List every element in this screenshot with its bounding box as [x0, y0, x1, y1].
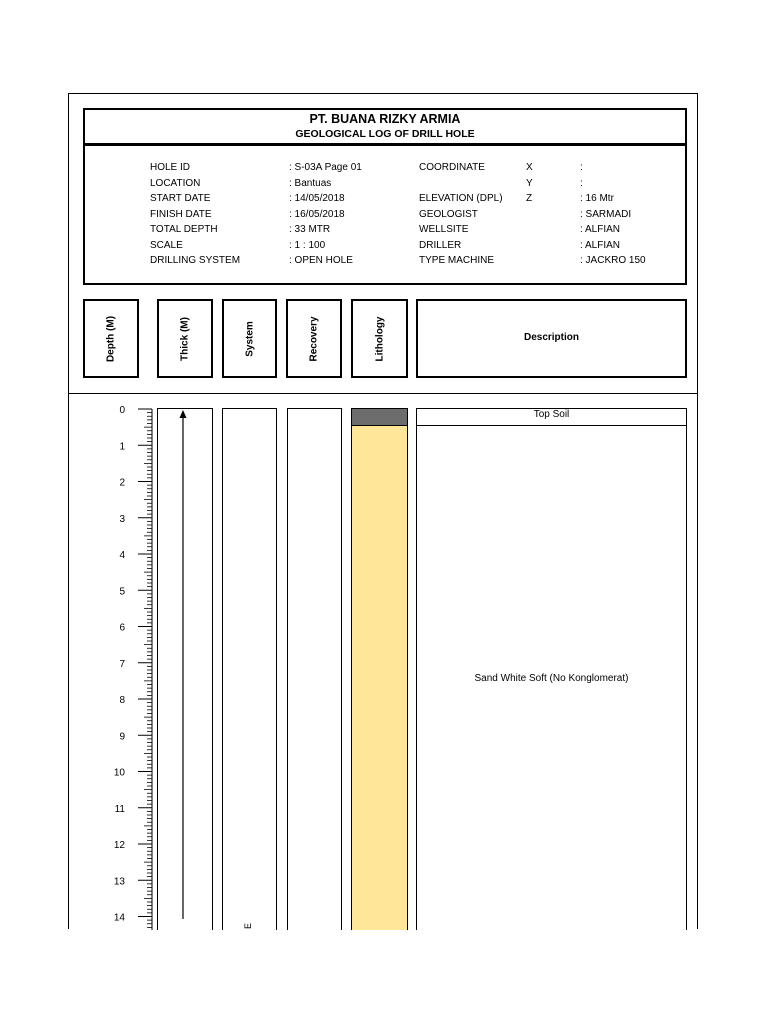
description-column: [416, 408, 687, 930]
coordinate-axis: Y: [526, 177, 533, 189]
info-label: DRILLING SYSTEM: [150, 255, 241, 266]
system-partial-text: E: [243, 922, 254, 930]
info-value: : OPEN HOLE: [289, 255, 353, 266]
info-value: : 1 : 100: [289, 239, 326, 251]
thick-column-header: [157, 299, 213, 378]
depth-tick-label: 0: [119, 405, 125, 416]
depth-tick-label: 5: [119, 586, 125, 598]
depth-tick-label: 7: [119, 658, 125, 670]
info-label: DRILLER: [419, 239, 462, 251]
info-value: : ALFIAN: [580, 224, 621, 235]
thickness-arrow: [157, 408, 213, 930]
depth-tick-label: 3: [119, 513, 125, 525]
company-name: PT. BUANA RIZKY ARMIA: [309, 112, 461, 126]
info-label: GEOLOGIST: [419, 208, 478, 220]
depth-tick-label: 13: [113, 876, 125, 888]
info-label: TOTAL DEPTH: [150, 224, 218, 235]
info-label: COORDINATE: [419, 162, 485, 173]
depth-tick-label: 1: [119, 441, 125, 453]
lithology-column-header: [351, 299, 408, 378]
lithology-layer: [352, 425, 407, 930]
system-column: [222, 408, 277, 930]
depth-tick-label: 6: [119, 622, 125, 634]
header-divider: [69, 393, 697, 394]
info-value: : JACKRO 150: [580, 255, 646, 266]
description-header-label: Description: [523, 332, 579, 343]
lithology-layer: [352, 409, 407, 425]
depth-tick-label: 4: [119, 550, 125, 561]
thick-header-label: Thick (M): [179, 316, 191, 361]
depth-tick-label: 11: [114, 803, 125, 815]
info-label: SCALE: [150, 239, 183, 251]
depth-ruler: [100, 395, 160, 930]
depth-tick-label: 2: [119, 477, 125, 489]
layer-description-cell: [417, 425, 686, 931]
info-value: : 14/05/2018: [289, 193, 345, 204]
depth-tick-label: 10: [113, 767, 125, 779]
coordinate-axis: Z: [526, 193, 533, 204]
info-label: HOLE ID: [150, 162, 191, 173]
info-value: : 16 Mtr: [580, 193, 614, 204]
depth-header-label: Depth (M): [105, 315, 117, 362]
info-value: : ALFIAN: [580, 239, 621, 251]
info-label: ELEVATION (DPL): [419, 193, 503, 204]
info-value: : S-03A Page 01: [289, 162, 362, 173]
description-column-header: [416, 299, 687, 378]
info-label: LOCATION: [150, 177, 201, 189]
title-box: [83, 108, 687, 145]
info-value: : 16/05/2018: [289, 208, 345, 220]
depth-tick-label: 12: [113, 840, 125, 851]
info-value: :: [580, 177, 583, 189]
depth-tick-label: 14: [113, 912, 125, 924]
info-label: FINISH DATE: [150, 208, 212, 220]
info-label: WELLSITE: [419, 224, 469, 235]
depth-tick-label: 9: [119, 731, 125, 743]
info-value: : 33 MTR: [289, 224, 331, 235]
document-title: GEOLOGICAL LOG OF DRILL HOLE: [295, 128, 475, 140]
info-value: : Bantuas: [289, 177, 332, 189]
system-header-label: System: [244, 320, 255, 357]
recovery-column: [287, 408, 342, 930]
info-label: START DATE: [150, 193, 211, 204]
recovery-column-header: [286, 299, 342, 378]
layer-description: Top Soil: [533, 409, 570, 420]
depth-column-header: [83, 299, 139, 378]
info-value: :: [580, 162, 583, 173]
info-value: : SARMADI: [580, 208, 632, 220]
coordinate-axis: X: [526, 162, 533, 173]
recovery-header-label: Recovery: [308, 315, 320, 362]
layer-description: Sand White Soft (No Konglomerat): [474, 673, 629, 685]
system-column-header: [222, 299, 277, 378]
lithology-header-label: Lithology: [374, 316, 385, 361]
info-label: TYPE MACHINE: [419, 255, 495, 266]
lithology-column: [351, 408, 408, 930]
depth-tick-label: 8: [119, 695, 125, 706]
layer-description-cell: [417, 409, 686, 425]
